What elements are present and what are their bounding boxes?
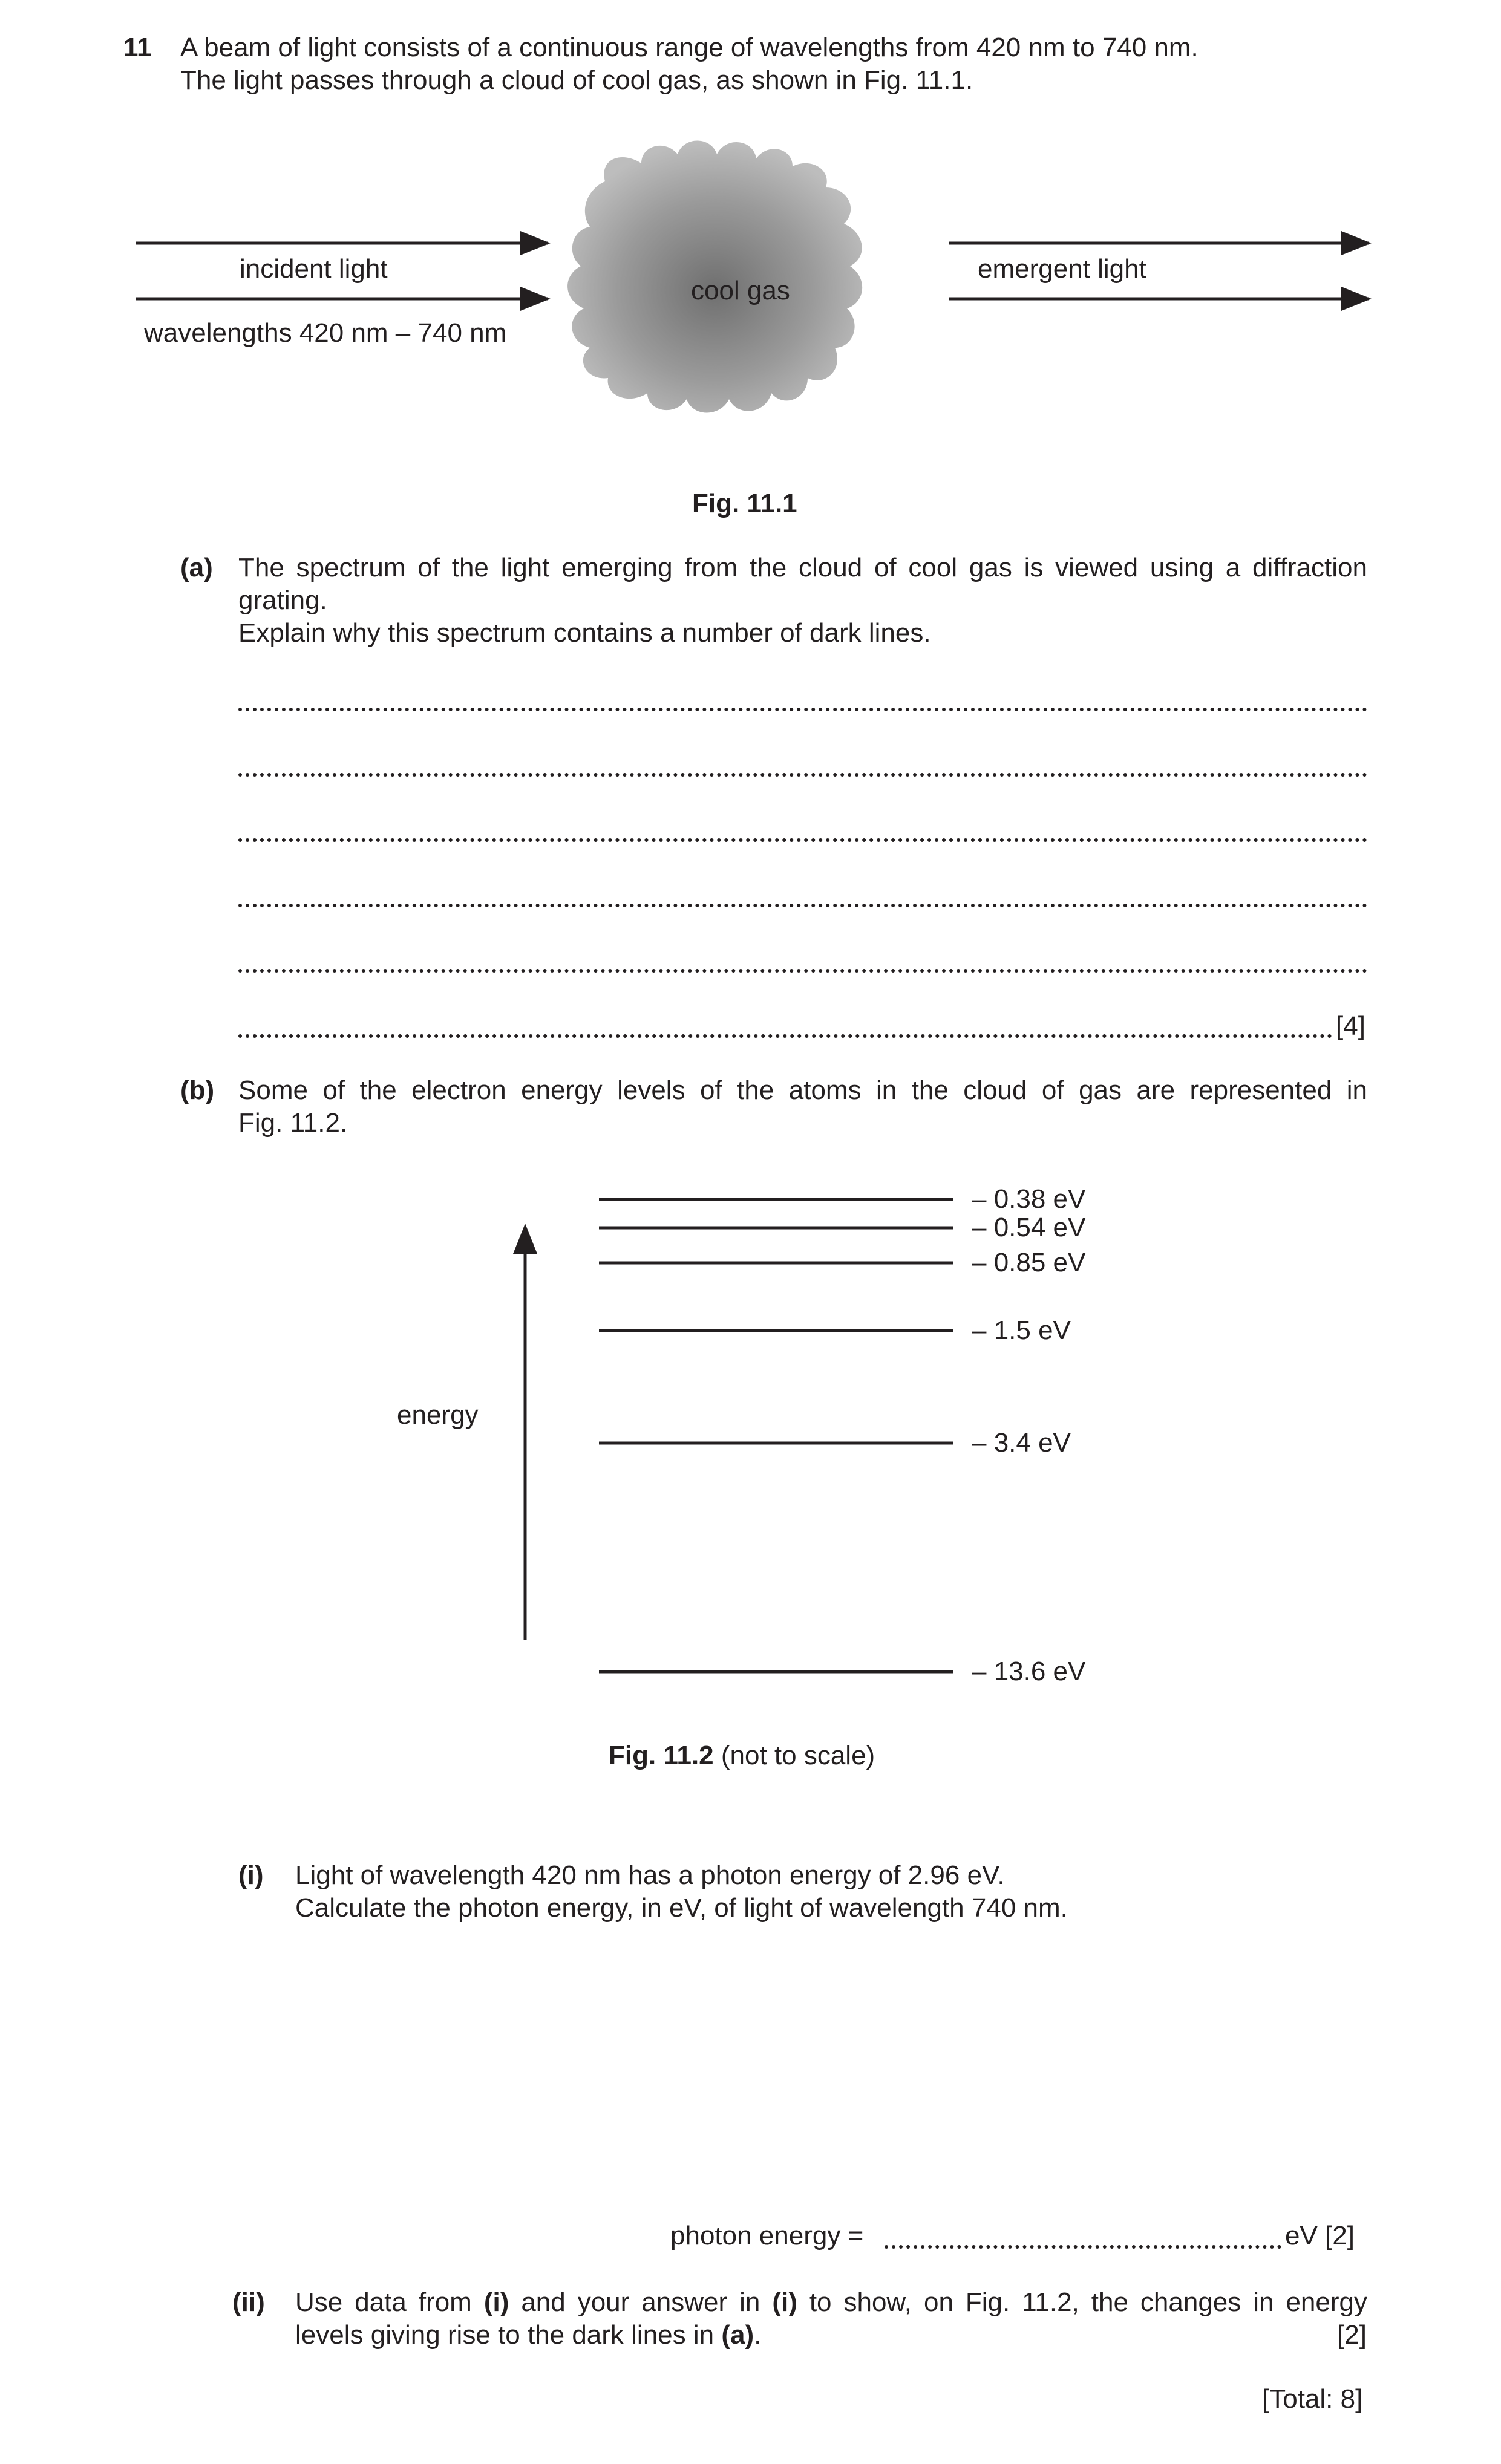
answer-line-a-3[interactable] [238, 832, 1367, 842]
answer-line-a-5[interactable] [238, 963, 1367, 973]
fig-11-2-caption-bold: Fig. 11.2 [609, 1741, 714, 1770]
energy-level-label-3: – 1.5 eV [972, 1315, 1071, 1345]
part-a-line3: Explain why this spectrum contains a number of dark lines. [238, 618, 931, 648]
energy-level-label-0: – 0.38 eV [972, 1184, 1086, 1214]
answer-line-a-1[interactable] [238, 702, 1367, 711]
part-a-label: (a) [180, 553, 213, 582]
part-b-label: (b) [180, 1075, 215, 1105]
photon-energy-suffix: eV [2] [1285, 2221, 1355, 2251]
energy-level-label-1: – 0.54 eV [972, 1213, 1086, 1242]
part-a-marks: [4] [1336, 1011, 1365, 1041]
answer-line-a-2[interactable] [238, 767, 1367, 777]
fig-11-1-caption: Fig. 11.1 [692, 489, 797, 518]
part-bi-label: (i) [238, 1860, 264, 1890]
emergent-light-label: emergent light [978, 254, 1146, 284]
part-b-line2: Fig. 11.2. [238, 1108, 348, 1138]
photon-energy-answer-line[interactable] [885, 2239, 1281, 2249]
fig-11-2-caption-rest: (not to scale) [713, 1741, 875, 1770]
part-bii-line2: levels giving rise to the dark lines in (a). [295, 2320, 762, 2350]
part-b-line1: Some of the electron energy levels of the atoms in the cloud of gas are represented in [238, 1075, 1367, 1105]
answer-line-a-6[interactable] [238, 1028, 1332, 1038]
incident-light-label: incident light [240, 254, 388, 284]
part-a-line1: The spectrum of the light emerging from the cloud of cool gas is viewed using a diffraction [238, 553, 1367, 582]
energy-level-label-4: – 3.4 eV [972, 1428, 1071, 1458]
wavelength-range-label: wavelengths 420 nm – 740 nm [144, 318, 507, 348]
answer-line-a-4[interactable] [238, 898, 1367, 907]
energy-axis-label: energy [397, 1400, 479, 1430]
cool-gas-label: cool gas [691, 276, 790, 305]
part-bi-line1: Light of wavelength 420 nm has a photon energy of 2.96 eV. [295, 1860, 1005, 1890]
part-bi-line2: Calculate the photon energy, in eV, of light of wavelength 740 nm. [295, 1893, 1068, 1923]
total-marks: [Total: 8] [1262, 2384, 1363, 2414]
question-intro-line1: A beam of light consists of a continuous range of wavelengths from 420 nm to 740 nm. [180, 33, 1199, 62]
part-bii-marks: [2] [1337, 2320, 1367, 2350]
question-number: 11 [123, 33, 152, 62]
part-a-line2: grating. [238, 585, 327, 615]
fig-11-2-caption [609, 1739, 875, 1772]
energy-level-label-2: – 0.85 eV [972, 1248, 1086, 1277]
energy-level-label-5: – 13.6 eV [972, 1657, 1086, 1686]
part-bii-label: (ii) [232, 2287, 265, 2317]
part-bii-line1: Use data from (i) and your answer in (i) to show, on Fig. 11.2, the changes in energy [295, 2287, 1368, 2317]
photon-energy-prefix: photon energy = [670, 2221, 864, 2251]
question-intro-line2: The light passes through a cloud of cool gas, as shown in Fig. 11.1. [180, 65, 973, 95]
